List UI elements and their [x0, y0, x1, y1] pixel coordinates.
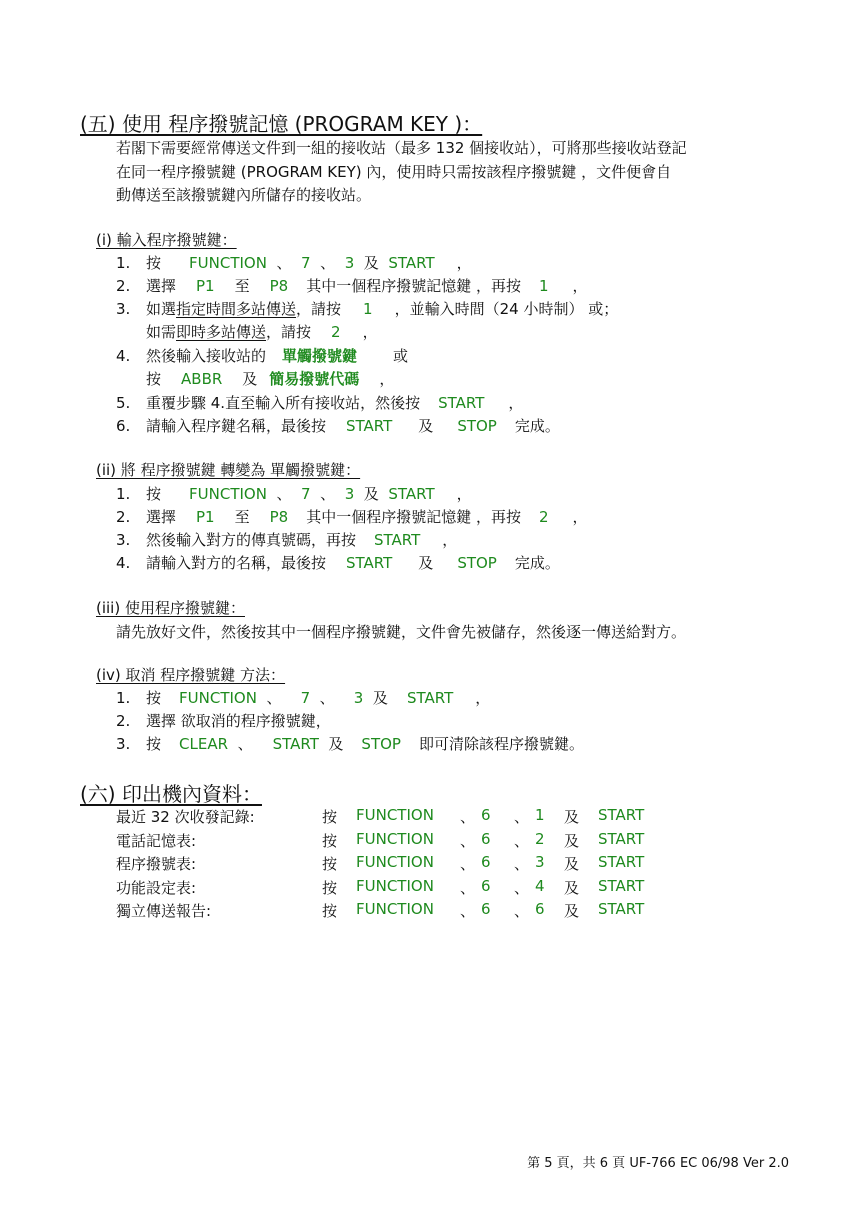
- key-start: START: [438, 394, 485, 412]
- step-i-6: [116, 415, 560, 436]
- separator: 、: [514, 832, 530, 850]
- step-number: 6.: [116, 417, 131, 435]
- and-text: 及: [564, 855, 580, 873]
- section-6-title: (六) 印出機內資料：: [80, 782, 262, 806]
- report-label: 獨立傳送報告:: [116, 902, 212, 920]
- key-start: START: [598, 806, 645, 824]
- step-text: 其中一個程序撥號記憶鍵 ，再按: [306, 508, 521, 526]
- step-text: 按: [146, 485, 162, 503]
- step-i-3: [116, 298, 618, 319]
- key-6: 6: [481, 853, 491, 871]
- and-text: 及: [328, 735, 344, 753]
- separator: 、: [514, 902, 530, 920]
- key-1: 1: [363, 300, 373, 318]
- step-i-4-cont: [146, 368, 394, 389]
- step-text: 重覆步驟 4.直至輸入所有接收站，然後按: [146, 394, 421, 412]
- separator: 、: [320, 485, 336, 503]
- key-function: FUNCTION: [356, 877, 434, 895]
- key-function: FUNCTION: [356, 900, 434, 918]
- key-6: 6: [481, 900, 491, 918]
- key-6: 6: [481, 877, 491, 895]
- and-text: 及: [363, 254, 379, 272]
- key-1: 1: [539, 277, 549, 295]
- step-i-1: [116, 252, 472, 273]
- key-start: START: [374, 531, 421, 549]
- comma: ，: [442, 531, 458, 549]
- step-text: 按: [146, 735, 162, 753]
- step-number: 4.: [116, 347, 131, 365]
- key-start: START: [598, 853, 645, 871]
- step-number: 3.: [116, 531, 131, 549]
- press-text: 按: [322, 808, 338, 826]
- key-p8: P8: [269, 277, 289, 295]
- key-function: FUNCTION: [356, 853, 434, 871]
- immediate-multi-send-text: 即時多站傳送: [176, 323, 267, 341]
- press-text: 按: [322, 902, 338, 920]
- key-digit: 6: [535, 900, 545, 918]
- separator: 、: [276, 254, 292, 272]
- page-footer: 第 5 頁，共 6 頁 UF-766 EC 06/98 Ver 2.0: [527, 1156, 789, 1171]
- key-start: START: [598, 900, 645, 918]
- step-i-2: [116, 275, 588, 296]
- scheduled-multi-send-text: 指定時間多站傳送: [176, 300, 297, 318]
- separator: 、: [514, 879, 530, 897]
- report-label: 程序撥號表:: [116, 855, 197, 873]
- key-start: START: [346, 554, 393, 572]
- key-start: START: [598, 830, 645, 848]
- key-2: 2: [331, 323, 341, 341]
- step-i-3-cont: [146, 321, 378, 342]
- key-stop: STOP: [457, 554, 497, 572]
- subsection-iii-text: 請先放好文件，然後按其中一個程序撥號鍵，文件會先被儲存，然後逐一傳送給對方。: [116, 623, 687, 641]
- key-start: START: [406, 689, 454, 707]
- key-3: 3: [344, 254, 355, 272]
- key-6: 6: [481, 830, 491, 848]
- report-label: 最近 32 次收發記錄:: [116, 808, 255, 826]
- comma: ，: [475, 689, 491, 707]
- separator: 、: [460, 855, 476, 873]
- and-text: 及: [372, 689, 388, 707]
- subsection-iii-title: (iii) 使用程序撥號鍵：: [96, 599, 245, 617]
- step-text: 按: [146, 370, 162, 388]
- comma: ，: [456, 485, 472, 503]
- step-text: 即可清除該程序撥號鍵。: [418, 735, 584, 753]
- one-touch-key: 單觸撥號鍵: [282, 347, 358, 365]
- step-text: ，並輸入時間（24 小時制） 或；: [394, 300, 619, 318]
- subsection-ii-title: (ii) 將 程序撥號鍵 轉變為 單觸撥號鍵：: [96, 461, 361, 479]
- step-number: 4.: [116, 554, 131, 572]
- key-clear: CLEAR: [179, 735, 229, 753]
- step-number: 2.: [116, 508, 131, 526]
- step-text: 完成。: [514, 554, 560, 572]
- and-text: 及: [564, 902, 580, 920]
- and-text: 及: [363, 485, 379, 503]
- key-digit: 3: [535, 853, 545, 871]
- step-text: 選擇 欲取消的程序撥號鍵，: [146, 712, 331, 730]
- step-text: 選擇: [146, 277, 177, 295]
- key-digit: 2: [535, 830, 545, 848]
- step-text: 請輸入對方的名稱，最後按: [146, 554, 327, 572]
- and-text: 及: [564, 808, 580, 826]
- step-text: 如選: [146, 300, 177, 318]
- step-ii-2: [116, 506, 588, 527]
- intro-line-3: 動傳送至該撥號鍵內所儲存的接收站。: [116, 186, 372, 204]
- key-function: FUNCTION: [189, 485, 267, 503]
- separator: 、: [320, 254, 336, 272]
- step-ii-4: [116, 552, 560, 573]
- key-stop: STOP: [361, 735, 401, 753]
- step-i-4: [116, 345, 408, 366]
- intro-line-1: 若閣下需要經常傳送文件到一組的接收站（最多 132 個接收站），可將那些接收站登記: [116, 139, 687, 157]
- comma: ，: [456, 254, 472, 272]
- key-7: 7: [301, 485, 311, 503]
- key-p1: P1: [196, 508, 215, 526]
- step-iv-1: [116, 687, 490, 708]
- separator: 、: [266, 689, 282, 707]
- comma: ，: [508, 394, 524, 412]
- separator: 、: [514, 855, 530, 873]
- report-label: 功能設定表:: [116, 879, 197, 897]
- separator: 、: [460, 879, 476, 897]
- step-text: ，請按: [296, 300, 342, 318]
- key-p1: P1: [196, 277, 215, 295]
- step-number: 5.: [116, 394, 131, 412]
- key-2: 2: [539, 508, 549, 526]
- step-number: 2.: [116, 277, 131, 295]
- press-text: 按: [322, 879, 338, 897]
- and-text: 及: [418, 554, 434, 572]
- key-start: START: [388, 254, 435, 272]
- step-text: ，請按: [266, 323, 312, 341]
- separator: 、: [460, 902, 476, 920]
- key-abbr: ABBR: [181, 370, 223, 388]
- step-ii-3: [116, 529, 457, 550]
- step-text: 完成。: [514, 417, 560, 435]
- and-text: 及: [564, 832, 580, 850]
- key-function: FUNCTION: [179, 689, 257, 707]
- abbreviated-dial-code: 簡易撥號代碼: [269, 370, 360, 388]
- separator: 、: [276, 485, 292, 503]
- step-number: 3.: [116, 300, 131, 318]
- or-text: 或: [393, 347, 409, 365]
- intro-line-2: 在同一程序撥號鍵 (PROGRAM KEY) 內，使用時只需按該程序撥號鍵 ，文件便會自: [116, 163, 672, 181]
- report-label: 電話記憶表:: [116, 832, 197, 850]
- step-number: 2.: [116, 712, 131, 730]
- step-text: 然後輸入對方的傳真號碼，再按: [146, 531, 357, 549]
- key-digit: 1: [535, 806, 545, 824]
- key-function: FUNCTION: [189, 254, 267, 272]
- separator: 、: [460, 808, 476, 826]
- key-digit: 4: [535, 877, 545, 895]
- key-start: START: [272, 735, 319, 753]
- key-p8: P8: [269, 508, 289, 526]
- comma: ，: [362, 323, 378, 341]
- comma: ，: [572, 277, 588, 295]
- comma: ，: [379, 370, 395, 388]
- and-text: 及: [564, 879, 580, 897]
- subsection-i-title: (i) 輸入程序撥號鍵：: [96, 231, 237, 249]
- step-text: 請輸入程序鍵名稱，最後按: [146, 417, 327, 435]
- step-text: 然後輸入接收站的: [146, 347, 267, 365]
- separator: 、: [237, 735, 253, 753]
- key-6: 6: [481, 806, 491, 824]
- press-text: 按: [322, 832, 338, 850]
- step-i-5: [116, 392, 523, 413]
- to-text: 至: [234, 277, 250, 295]
- step-text: 如需: [146, 323, 177, 341]
- to-text: 至: [234, 508, 250, 526]
- key-start: START: [598, 877, 645, 895]
- section-5-title: (五) 使用 程序撥號記憶 (PROGRAM KEY )：: [80, 112, 483, 136]
- step-number: 3.: [116, 735, 131, 753]
- step-number: 1.: [116, 254, 131, 272]
- key-7: 7: [300, 689, 311, 707]
- step-text: 按: [146, 254, 162, 272]
- separator: 、: [319, 689, 335, 707]
- key-start: START: [388, 485, 435, 503]
- and-text: 及: [242, 370, 258, 388]
- step-number: 1.: [116, 485, 131, 503]
- step-text: 按: [146, 689, 162, 707]
- key-function: FUNCTION: [356, 806, 434, 824]
- separator: 、: [514, 808, 530, 826]
- step-text: 選擇: [146, 508, 177, 526]
- separator: 、: [460, 832, 476, 850]
- key-stop: STOP: [457, 417, 497, 435]
- step-number: 1.: [116, 689, 131, 707]
- comma: ，: [572, 508, 588, 526]
- step-text: 其中一個程序撥號記憶鍵 ，再按: [306, 277, 521, 295]
- step-ii-1: [116, 483, 472, 504]
- step-iv-2: [116, 710, 331, 731]
- press-text: 按: [322, 855, 338, 873]
- step-iv-3: [116, 733, 584, 754]
- key-start: START: [346, 417, 393, 435]
- subsection-iv-title: (iv) 取消 程序撥號鍵 方法：: [96, 666, 286, 684]
- key-3: 3: [344, 485, 355, 503]
- and-text: 及: [418, 417, 434, 435]
- key-7: 7: [301, 254, 311, 272]
- key-3: 3: [353, 689, 364, 707]
- key-function: FUNCTION: [356, 830, 434, 848]
